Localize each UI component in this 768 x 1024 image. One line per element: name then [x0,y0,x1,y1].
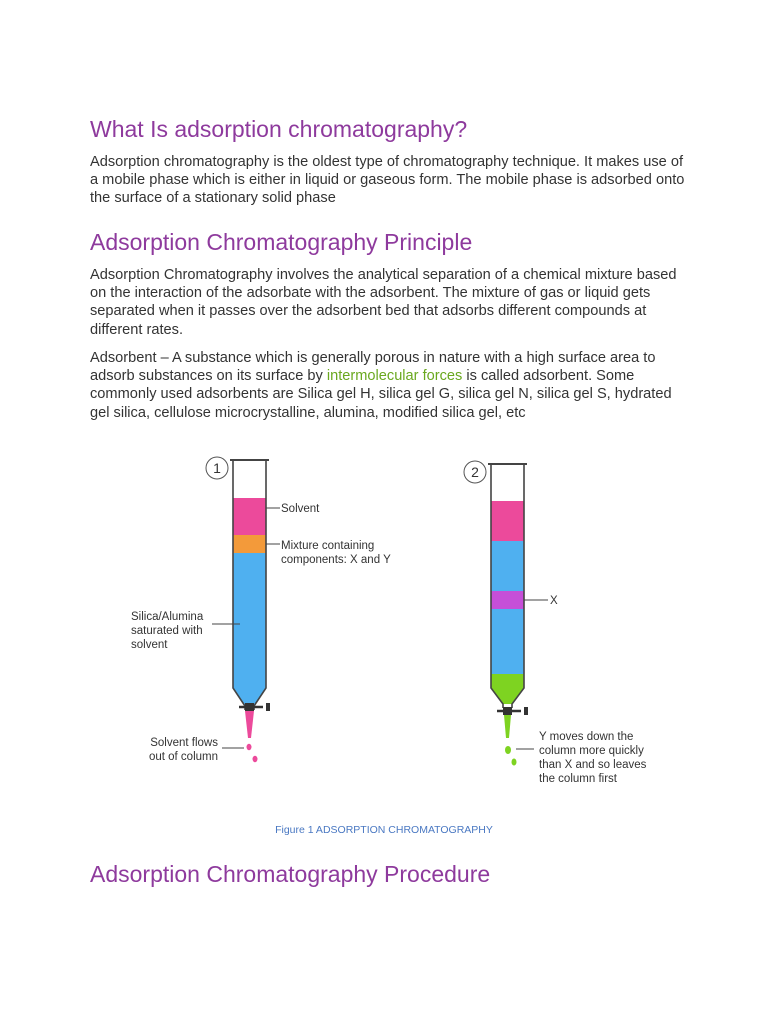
stopcock-knob-2 [524,707,528,715]
mixture-label-line1: Mixture containing [281,540,375,552]
eluate-layer [491,674,524,704]
heading-procedure: Adsorption Chromatography Procedure [90,861,491,887]
silica-layer [233,553,266,706]
paragraph-intro: Adsorption chromatography is the oldest type of chromatography technique. It makes use of a mobile phase which is either in liquid or gaseous form. The mobile phase is adsorbed onto the surface of a stationary solid phase [90,154,685,207]
solvent-layer-2 [491,501,524,541]
adsorbent-text-after: is called adsorbent. Some commonly used adsorbents are Silica gel H, silica gel G, silica gel N, silica gel S, hydrated gel silica, cellulose microcrystalline, alumina, modified silica gel, etc [90,368,672,421]
eluate-drop-1 [505,746,511,754]
x-label: X [550,595,558,607]
solvent-layer [233,498,266,535]
flows-label-line2: out of column [148,751,218,763]
stopcock-knob [266,703,270,711]
y-label-line1: Y moves down the [539,731,634,743]
y-label-line3: than X and so leaves [539,759,647,771]
heading-principle: Adsorption Chromatography Principle [90,229,473,255]
y-label-line4: the column first [539,773,617,785]
mixture-label-line2: components: X and Y [281,554,391,566]
solvent-drop-2 [253,756,258,762]
column-2-number: 2 [471,464,479,480]
solvent-label: Solvent [281,503,320,515]
y-label-line2: column more quickly [539,745,644,757]
eluate-drop-2 [512,759,517,766]
column-2-tip [504,715,511,738]
column-2 [464,461,647,785]
silica-label-line1: Silica/Alumina [131,611,204,623]
adsorbent-text-before: Adsorbent – A substance which is generally porous in nature with a high surface area to adsorb substances on its surface by [90,350,656,385]
flows-label-line1: Solvent flows [150,737,218,749]
intermolecular-forces-link[interactable]: intermolecular forces [326,368,463,385]
column-1-tip [245,711,254,738]
column-1 [131,457,391,763]
paragraph-adsorbent [90,349,690,422]
mixture-layer [233,535,266,553]
paragraph-principle: Adsorption Chromatography involves the analytical separation of a chemical mixture based on the interaction of the adsorbate with the adsorbent. The mixture of gas or liquid gets separated when it passes over the adsorbent bed that adsorbs different compounds at different rates. [90,267,677,338]
chromatography-figure [120,448,680,798]
column-1-number: 1 [213,460,221,476]
silica-label-line3: solvent [131,639,168,651]
silica-label-line2: saturated with [131,625,203,637]
band-x [491,591,524,609]
silica-upper-2 [491,541,524,591]
figure-caption: Figure 1 ADSORPTION CHROMATOGRAPHY [275,824,493,836]
solvent-drop-1 [247,744,252,750]
silica-lower-2 [491,609,524,674]
heading-what-is: What Is adsorption chromatography? [90,116,468,142]
